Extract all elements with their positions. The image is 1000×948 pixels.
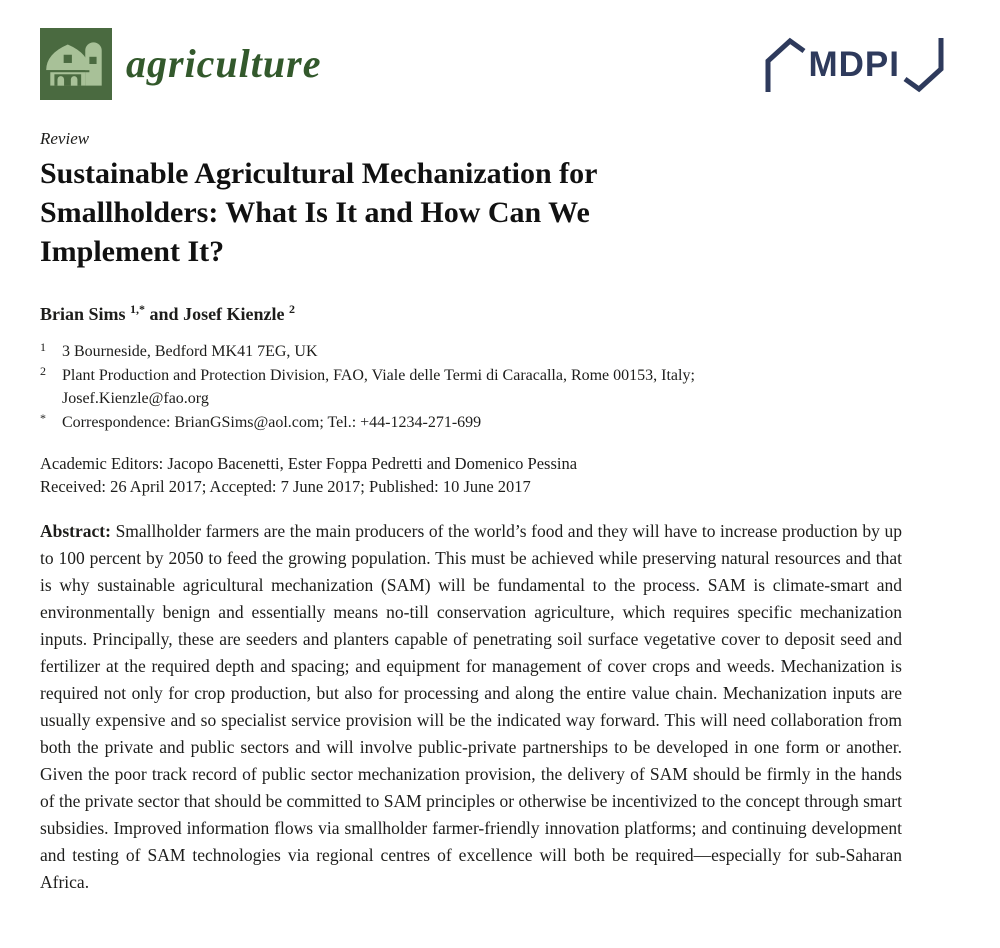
correspondence-text: Correspondence: BrianGSims@aol.com; Tel.: +44-1234-271-699 [62, 413, 482, 431]
mdpi-right-bracket-icon [902, 34, 946, 96]
journal-name: agriculture [126, 41, 322, 86]
affiliation-email: Josef.Kienzle@fao.org [62, 390, 209, 407]
author-name-1: Brian Sims [40, 304, 126, 324]
affiliation-row [40, 340, 904, 364]
mdpi-logo [763, 34, 947, 96]
barn-and-silo-icon [40, 28, 112, 100]
affiliation-row [40, 411, 904, 435]
abstract-body: Smallholder farmers are the main producers of the world’s food and they will have to increase production by up to 100 percent by 2050 to feed the growing population. This must be achieved while preserving natural resources and that is why sustainable agricultural mechanization (SAM) will be fundamental to the process. SAM is climate-smart and environmentally benign and essentially means no-till conservation agriculture, which requires specific mechanization inputs. Principally, these are seeders and planters capable of penetrating soil surface vegetative cover to deposit seed and fertilizer at the required depth and spacing; and equipment for management of cover crops and weeds. Mechanization is required not only for crop production, but also for processing and along the entire value chain. Mechanization inputs are usually expensive and so specialist service provision will be the indicated way forward. This will need collaboration from both the private and public sectors and will involve public-private partnerships to be developed in one form or another. Given the poor track record of public sector mechanization provision, the delivery of SAM should be firmly in the hands of the private sector that should be committed to SAM principles or otherwise be incentivized to the concept through smart subsidies. Improved information flows via smallholder farmer-friendly innovation platforms; and continuing development and testing of SAM technologies via regional centres of excellence will both be required—especially for sub-Saharan Africa. [40, 521, 902, 892]
author-name-2: Josef Kienzle [183, 304, 285, 324]
page-header [40, 28, 904, 102]
abstract-paragraph [40, 518, 902, 896]
affiliation-text [62, 364, 904, 411]
author-2-superscript: 2 [289, 302, 296, 316]
author-1-superscript: 1,* [130, 302, 146, 316]
title-line-3: Implement It? [40, 235, 225, 268]
affiliation-text-line-1: Plant Production and Protection Division, FAO, Viale delle Termi di Caracalla, Rome 00153, Italy; [62, 366, 695, 384]
article-history-line: Received: 26 April 2017; Accepted: 7 June 2017; Published: 10 June 2017 [40, 477, 531, 496]
title-line-2: Smallholders: What Is It and How Can We [40, 196, 590, 229]
academic-editors-line: Academic Editors: Jacopo Bacenetti, Ester Foppa Pedretti and Domenico Pessina [40, 454, 578, 473]
abstract-label: Abstract: [40, 521, 111, 541]
article-type-label: Review [40, 129, 90, 148]
affiliation-marker: 2 [40, 363, 46, 378]
authors-joiner: and [145, 304, 184, 324]
mdpi-left-bracket-icon [763, 34, 807, 96]
mdpi-wordmark: MDPI [808, 45, 900, 84]
journal-brand [40, 28, 321, 100]
affiliation-text: 3 Bourneside, Bedford MK41 7EG, UK [62, 343, 318, 360]
authors-line [40, 297, 904, 326]
correspondence-marker: * [40, 410, 46, 425]
affiliation-row [40, 364, 904, 411]
title-line-1: Sustainable Agricultural Mechanization for [40, 157, 598, 190]
editors-block [40, 452, 904, 498]
affiliation-marker: 1 [40, 340, 46, 354]
affiliations-block [40, 340, 904, 434]
article-title [40, 154, 904, 271]
